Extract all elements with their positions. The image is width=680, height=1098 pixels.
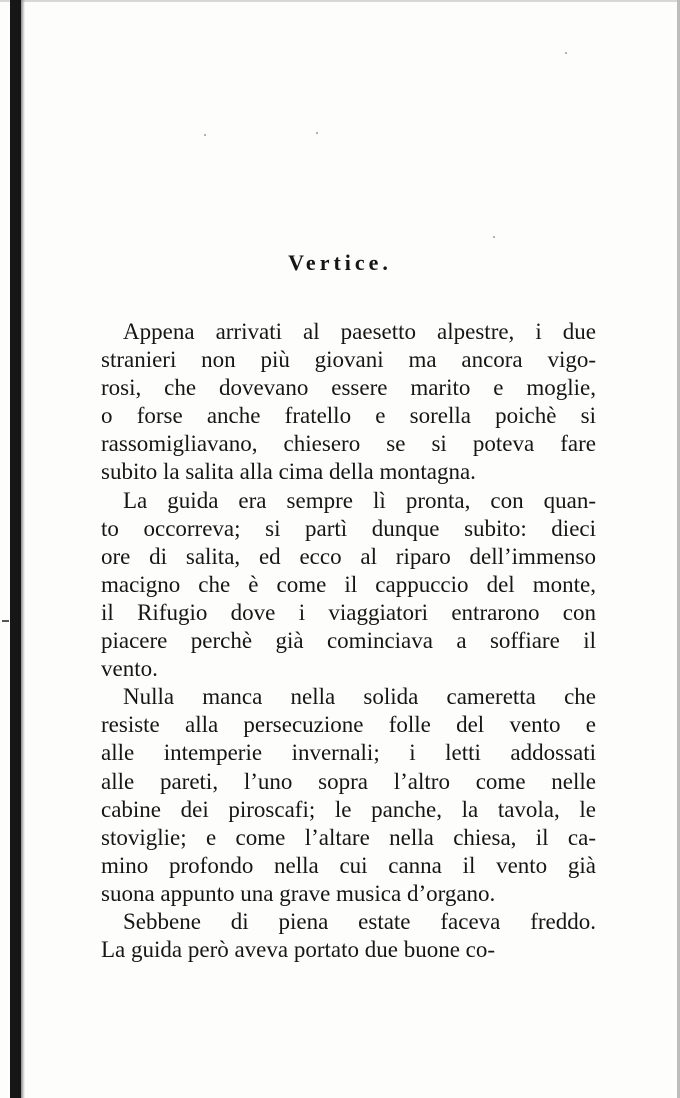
text-line: suona appunto una grave musica d’organo.	[101, 880, 496, 906]
text-line: La guida però aveva portato due buone co-	[101, 937, 496, 963]
text-line: ore di salita, ed ecco al riparo dell’immenso	[101, 543, 596, 569]
text-line: cabine dei piroscafi; le panche, la tavola, le	[101, 796, 596, 822]
chapter-title: Vertice.	[288, 250, 392, 275]
text-line: resiste alla persecuzione folle del vento e	[101, 712, 596, 738]
book-spine-shadow	[10, 0, 21, 1098]
text-line: La guida era sempre lì pronta, con quan-	[123, 487, 596, 513]
paper-speck	[493, 236, 495, 238]
text-line: alle pareti, l’uno sopra l’altro come nelle	[101, 768, 596, 794]
text-line: mino profondo nella cui canna il vento già	[101, 852, 596, 878]
page-top-edge	[0, 0, 680, 2]
text-line: to occorreva; si partì dunque subito: dieci	[101, 515, 596, 541]
text-line: stranieri non più giovani ma ancora vigo-	[101, 347, 596, 373]
text-line: Appena arrivati al paesetto alpestre, i due	[123, 319, 596, 344]
text-line: il Rifugio dove i viaggiatori entrarono con	[101, 599, 596, 625]
paper-speck	[204, 134, 206, 136]
text-line: macigno che è come il cappuccio del monte,	[101, 571, 596, 597]
text-line: o forse anche fratello e sorella poichè si	[101, 403, 596, 429]
spine-gradient	[21, 0, 25, 1098]
paper-speck	[565, 52, 567, 54]
paragraph	[101, 318, 596, 487]
text-line: rosi, che dovevano essere marito e moglie,	[101, 375, 596, 401]
paragraph	[101, 683, 596, 908]
text-line: subito la salita alla cima della montagna.	[101, 459, 476, 485]
text-line: piacere perchè già cominciava a soffiare il	[101, 628, 596, 654]
paper-speck	[316, 132, 318, 134]
text-line: rassomigliavano, chiesero se si poteva fare	[101, 431, 596, 457]
body-text	[101, 318, 596, 964]
text-line: stoviglie; e come l’altare nella chiesa, il ca-	[101, 824, 596, 850]
text-line: Sebbene di piena estate faceva freddo.	[123, 908, 596, 934]
margin-mark	[2, 620, 9, 622]
text-line: Nulla manca nella solida cameretta che	[123, 684, 596, 710]
text-line: vento.	[101, 656, 158, 682]
paragraph	[101, 908, 596, 964]
paragraph	[101, 487, 596, 684]
text-line: alle intemperie invernali; i letti addossati	[101, 740, 596, 766]
